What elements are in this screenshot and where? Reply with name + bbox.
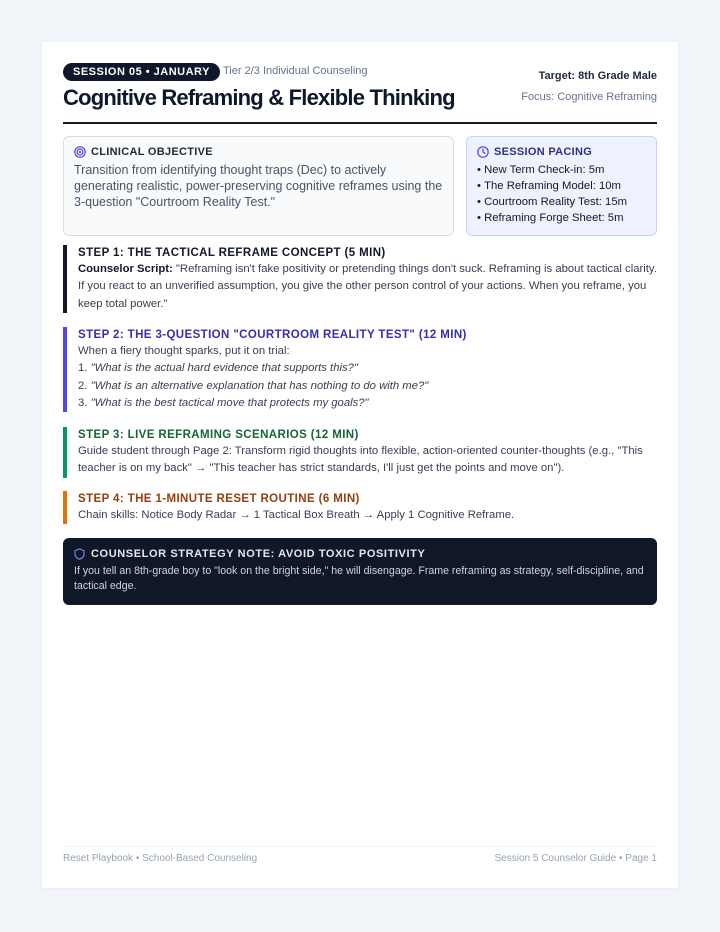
- footer-left: Reset Playbook • School-Based Counseling: [63, 853, 258, 864]
- clock-icon: [477, 146, 489, 158]
- clinical-objective-text: Transition from identifying thought traps (Dec) to actively generating realistic, power-preserving cognitive reframes using the 3-question "Courtroom Reality Test.": [74, 163, 443, 209]
- pacing-item: • Courtroom Reality Test: 15m: [477, 194, 646, 210]
- pacing-list: [477, 162, 646, 226]
- step-3: [63, 427, 657, 478]
- step-4-text: Chain skills: Notice Body Radar → 1 Tactical Box Breath → Apply 1 Cognitive Reframe.: [78, 509, 515, 521]
- pacing-item: • New Term Check-in: 5m: [477, 162, 646, 178]
- counselor-script-label: Counselor Script:: [78, 263, 173, 275]
- step-1-text: [78, 261, 657, 313]
- step-2-intro: When a fiery thought sparks, put it on trial:: [78, 345, 290, 357]
- footer: [63, 846, 657, 864]
- target-label: Target: 8th Grade Male: [538, 70, 657, 82]
- page-content: [63, 63, 657, 592]
- step-2: [63, 327, 657, 412]
- question-number: 3.: [78, 396, 88, 409]
- question-number: 1.: [78, 362, 88, 375]
- strategy-note-text: If you tell an 8th-grade boy to "look on the bright side," he will disengage. Frame reframing as strategy, self-discipline, and tactical edge.: [74, 565, 644, 592]
- page-title: Cognitive Reframing & Flexible Thinking: [63, 85, 455, 110]
- pacing-item: • Reframing Forge Sheet: 5m: [477, 210, 646, 226]
- page-sheet: [42, 42, 678, 888]
- session-pacing-heading: [477, 146, 646, 158]
- step-1: [63, 245, 657, 313]
- strategy-note-title: COUNSELOR STRATEGY NOTE: AVOID TOXIC POSITIVITY: [91, 548, 426, 560]
- counselor-script-text: "Reframing isn't fake positivity or pretending things don't suck. Reframing is about tactical clarity. If you react to an unverified assumption, you give the other person control of your actions. When you reframe, you keep total power.": [78, 263, 657, 310]
- session-badge: SESSION 05 • JANUARY: [63, 63, 220, 81]
- tier-label: Tier 2/3 Individual Counseling: [223, 65, 368, 77]
- step-4: [63, 491, 657, 524]
- question-number: 2.: [78, 379, 88, 392]
- step-1-heading: STEP 1: THE TACTICAL REFRAME CONCEPT (5 MIN): [78, 247, 386, 259]
- session-pacing-title: SESSION PACING: [494, 146, 593, 158]
- reality-test-questions: [78, 360, 657, 412]
- strategy-note-heading: [74, 548, 646, 560]
- clinical-objective-title: CLINICAL OBJECTIVE: [91, 146, 213, 158]
- clinical-objective-heading: [74, 146, 443, 158]
- question-item: [78, 360, 657, 377]
- question-text: "What is an alternative explanation that has nothing to do with me?": [90, 379, 429, 392]
- pacing-item: • The Reframing Model: 10m: [477, 178, 646, 194]
- question-text: "What is the actual hard evidence that supports this?": [90, 362, 358, 375]
- shield-icon: [74, 548, 85, 560]
- header: [63, 63, 657, 124]
- step-3-heading: STEP 3: LIVE REFRAMING SCENARIOS (12 MIN): [78, 429, 359, 441]
- footer-right: Session 5 Counselor Guide • Page 1: [494, 853, 657, 864]
- question-item: [78, 395, 657, 412]
- focus-label: Focus: Cognitive Reframing: [521, 91, 657, 103]
- step-4-heading: STEP 4: THE 1-MINUTE RESET ROUTINE (6 MIN): [78, 493, 360, 505]
- question-text: "What is the best tactical move that protects my goals?": [90, 396, 369, 409]
- question-item: [78, 378, 657, 395]
- strategy-note: [63, 538, 657, 605]
- step-2-heading: STEP 2: THE 3-QUESTION "COURTROOM REALITY TEST" (12 MIN): [78, 329, 467, 341]
- step-3-text: Guide student through Page 2: Transform rigid thoughts into flexible, action-oriented counter-thoughts (e.g., "This teacher is on my back" → "This teacher has strict standards, I'll just get the points and move on").: [78, 445, 643, 475]
- target-icon: [74, 146, 86, 158]
- clinical-objective-box: [63, 136, 454, 236]
- session-pacing-box: [466, 136, 657, 236]
